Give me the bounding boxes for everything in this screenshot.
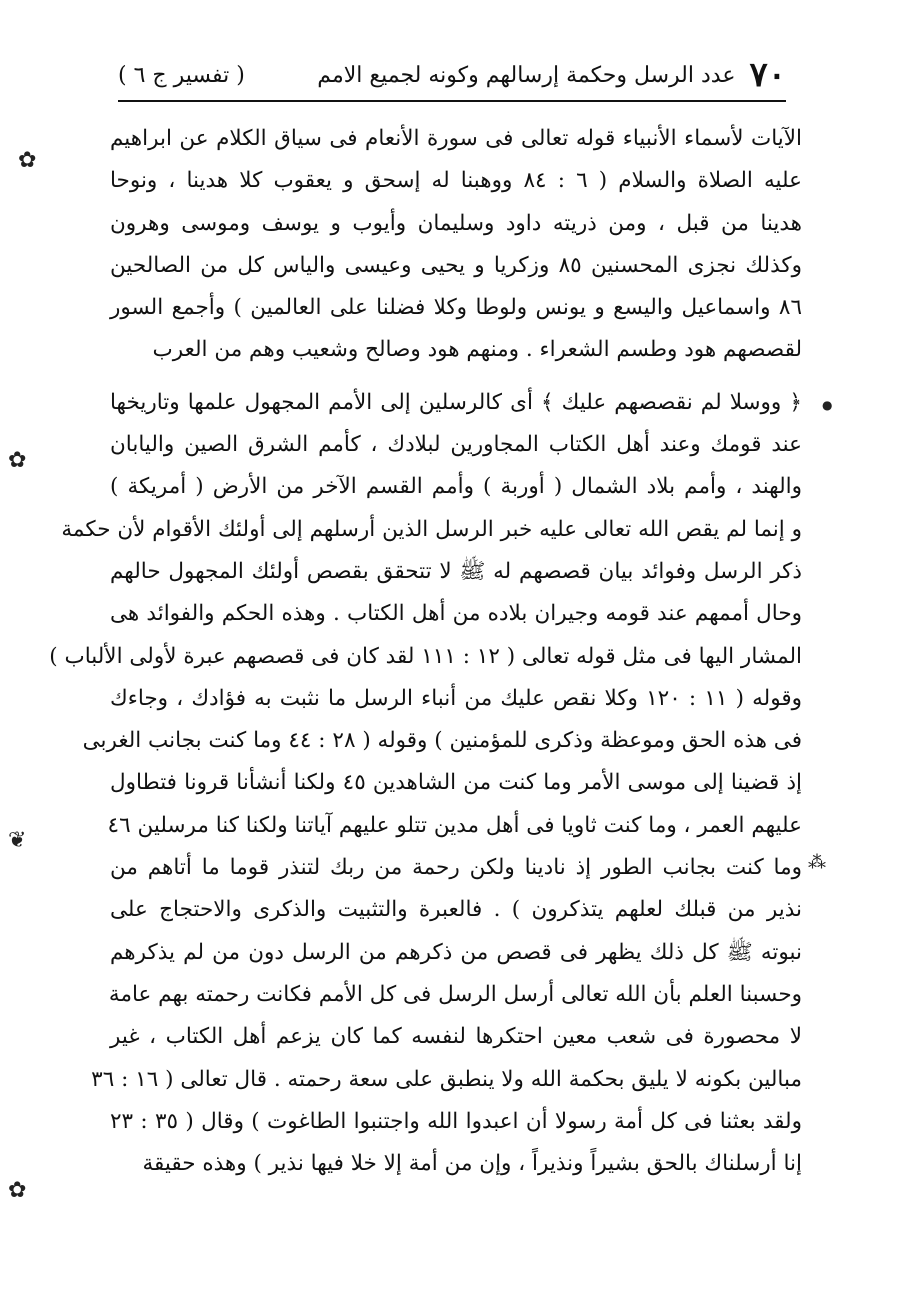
- text-line: هدينا من قبل ، ومن ذريته داود وسليمان وأيوب و يوسف وموسى وهرون: [110, 210, 802, 236]
- text-line: الآيات لأسماء الأنبياء قوله تعالى فى سورة الأنعام فى سياق الكلام عن ابراهيم: [110, 126, 802, 151]
- text-line: ﴿ ووسلا لم نقصصهم عليك ﴾ أى كالرسلين إلى الأمم المجهول علمها وتاريخها: [110, 389, 802, 415]
- text-line: نبوته ﷺ كل ذلك يظهر فى قصص من ذكرهم من الرسل دون من لم يذكرهم: [110, 939, 802, 965]
- paragraph-1: [110, 118, 802, 372]
- text-line: مبالين بكونه لا يليق بحكمة الله ولا ينطبق على سعة رحمته . قال تعالى ( ١٦ : ٣٦: [91, 1066, 802, 1092]
- body-text: [49, 118, 803, 1185]
- ornament-icon: ✿: [8, 448, 27, 473]
- text-line: والهند ، وأمم بلاد الشمال ( أوربة ) وأمم القسم الآخر من الأرض ( أمريكة ): [110, 474, 802, 500]
- text-line: نذير من قبلك لعلهم يتذكرون ) . فالعبرة والتثبيت والذكرى والاحتجاج على: [110, 897, 802, 923]
- page-header: [118, 50, 786, 100]
- text-line: المشار اليها فى مثل قوله تعالى ( ١٢ : ١١١ لقد كان فى قصصهم عبرة لأولى الألباب ): [49, 643, 802, 669]
- ornament-icon: ●: [822, 398, 833, 412]
- text-line: و إنما لم يقص الله تعالى عليه خبر الرسل الذين أرسلهم إلى أولئك الأقوام لأن حكمة: [61, 516, 802, 542]
- paragraph-gap: [110, 372, 802, 382]
- paragraph-2: [49, 382, 802, 1186]
- ornament-icon: ✿: [8, 1178, 27, 1203]
- text-line: ذكر الرسل وفوائد بيان قصصهم له ﷺ لا تتحقق بقصص أولئك المجهول حالهم: [110, 558, 802, 584]
- text-line: إنا أرسلناك بالحق بشيراً ونذيراً ، وإن من أمة إلا خلا فيها نذير ) وهذه حقيقة: [142, 1151, 802, 1177]
- text-line: عليه الصلاة والسلام ( ٦ : ٨٤ ووهبنا له إسحق و يعقوب كلا هدينا ، ونوحا: [110, 168, 802, 194]
- text-line: وحال أممهم عند قومه وجيران بلاده من أهل الكتاب . وهذه الحكم والفوائد هى: [110, 601, 802, 627]
- page-number: ٧٠: [749, 55, 786, 95]
- text-line: وقوله ( ١١ : ١٢٠ وكلا نقص عليك من أنباء الرسل ما نثبت به فؤادك ، وجاءك: [110, 685, 802, 711]
- header-rule: [118, 100, 786, 102]
- text-line: لا محصورة فى شعب معين احتكرها لنفسه كما كان يزعم أهل الكتاب ، غير: [110, 1024, 802, 1050]
- ornament-icon: ⁂: [808, 852, 826, 873]
- text-line: ٨٦ واسماعيل واليسع و يونس ولوطا وكلا فضلنا على العالمين ) وأجمع السور: [110, 295, 802, 321]
- text-line: عليهم العمر ، وما كنت ثاويا فى أهل مدين تتلو عليهم آياتنا ولكنا كنا مرسلين ٤٦: [107, 812, 802, 838]
- running-title: عدد الرسل وحكمة إرسالهم وكونه لجميع الامم: [317, 62, 736, 88]
- volume-reference: ( تفسير ج ٦ ): [118, 62, 245, 88]
- text-line: وكذلك نجزى المحسنين ٨٥ وزكريا و يحيى وعيسى والياس كل من الصالحين: [110, 252, 803, 278]
- text-line: إذ قضينا إلى موسى الأمر وما كنت من الشاهدين ٤٥ ولكنا أنشأنا قرونا فتطاول: [110, 770, 802, 796]
- text-line: وما كنت بجانب الطور إذ نادينا ولكن رحمة من ربك لتنذر قوما ما أتاهم من: [110, 855, 802, 881]
- ornament-icon: ❦: [8, 828, 27, 853]
- text-line: ولقد بعثنا فى كل أمة رسولا أن اعبدوا الله واجتنبوا الطاغوت ) وقال ( ٣٥ : ٢٣: [110, 1108, 802, 1134]
- text-line: وحسبنا العلم بأن الله تعالى أرسل الرسل فى كل الأمم فكانت رحمته بهم عامة: [108, 981, 802, 1007]
- text-line: لقصصهم هود وطسم الشعراء . ومنهم هود وصالح وشعيب وهم من العرب: [152, 337, 802, 363]
- ornament-icon: ✿: [18, 148, 37, 173]
- text-line: عند قومك وعند أهل الكتاب المجاورين لبلادك ، كأمم الشرق الصين واليابان: [110, 432, 802, 458]
- text-line: فى هذه الحق وموعظة وذكرى للمؤمنين ) وقوله ( ٢٨ : ٤٤ وما كنت بجانب الغربى: [82, 728, 802, 754]
